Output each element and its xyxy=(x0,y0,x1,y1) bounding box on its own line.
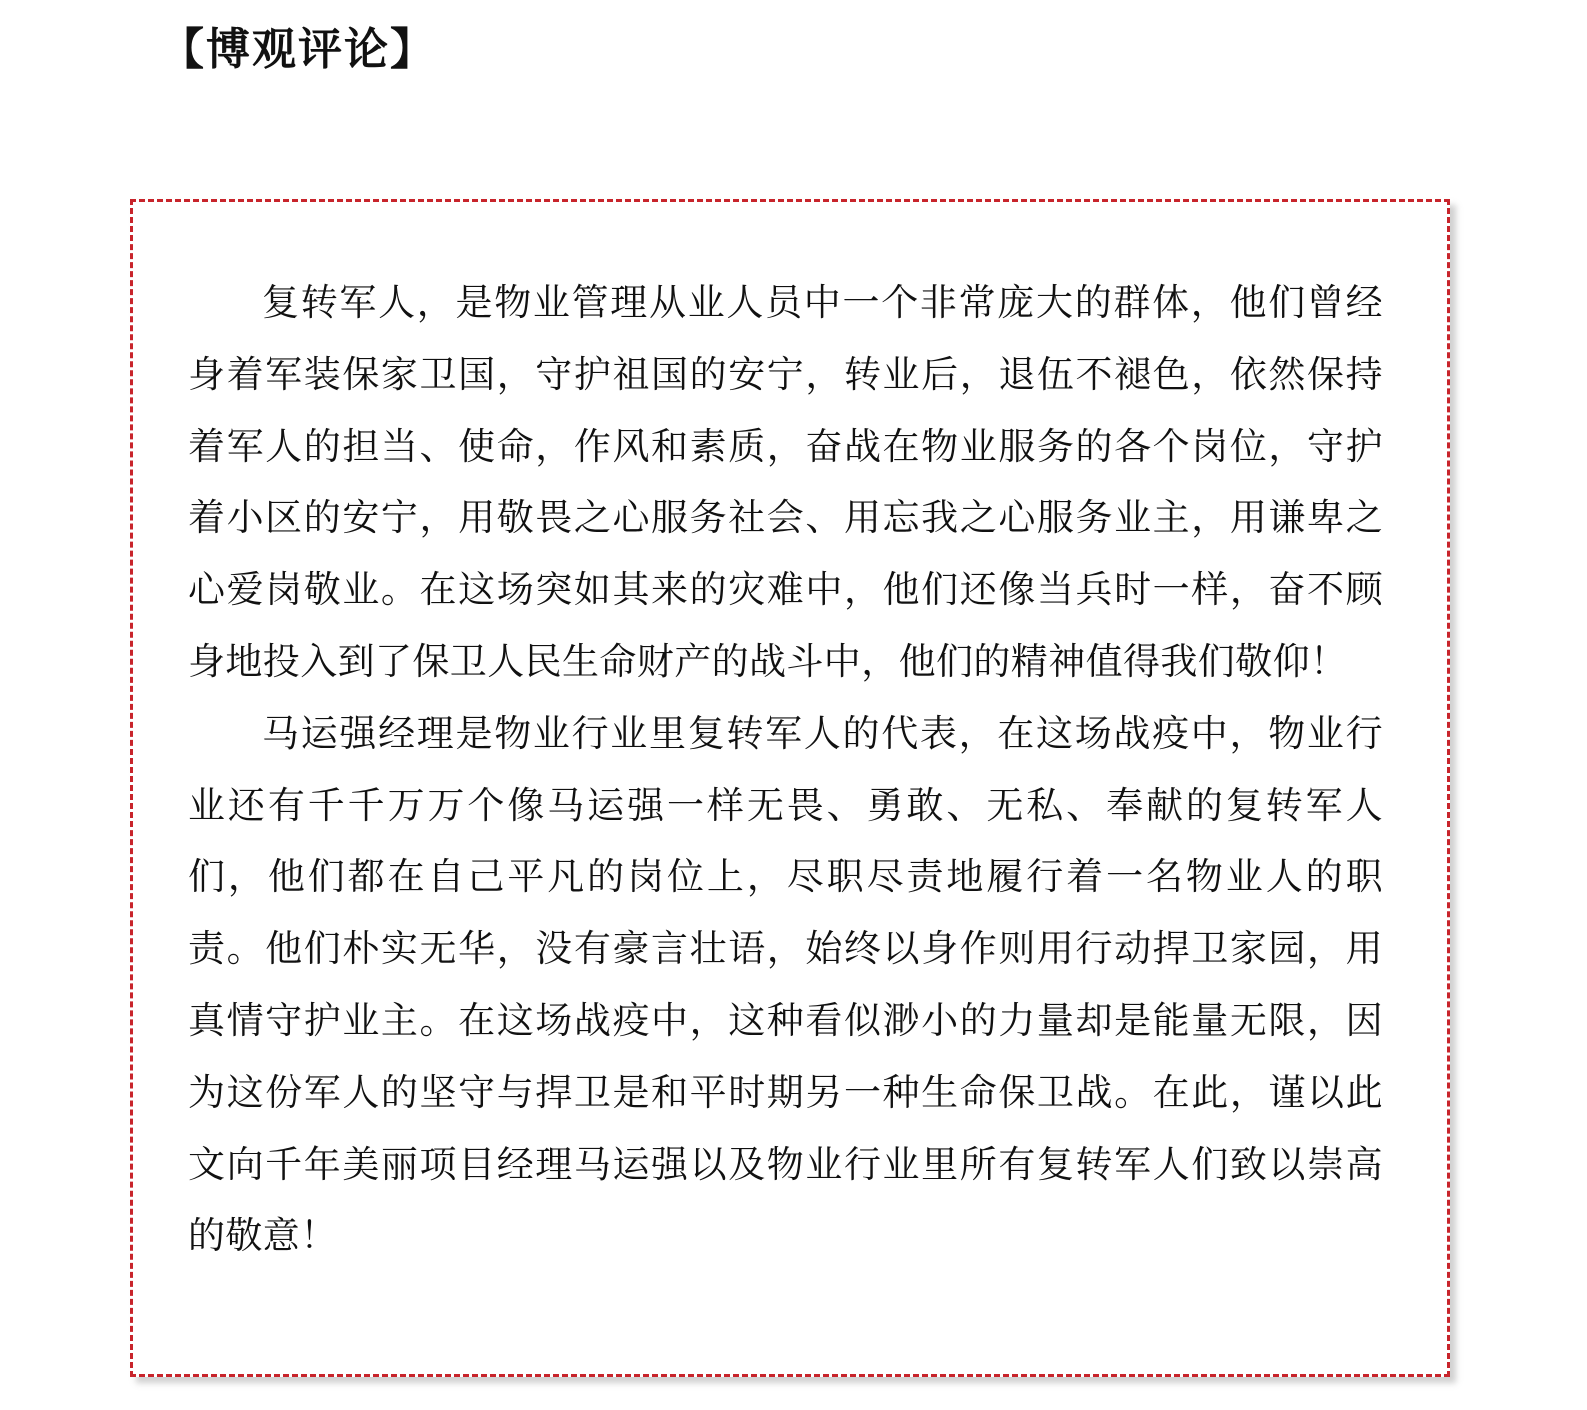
section-title: 【博观评论】 xyxy=(160,24,436,75)
comment-body xyxy=(188,267,1383,1272)
paragraph-2: 马运强经理是物业行业里复转军人的代表，在这场战疫中，物业行业还有千千万万个像马运强一样无畏、勇敢、无私、奉献的复转军人们，他们都在自己平凡的岗位上，尽职尽责地履行着一名物业人的职责。他们朴实无华，没有豪言壮语，始终以身作则用行动捍卫家园，用真情守护业主。在这场战疫中，这种看似渺小的力量却是能量无限，因为这份军人的坚守与捍卫是和平时期另一种生命保卫战。在此，谨以此文向千年美丽项目经理马运强以及物业行业里所有复转军人们致以崇高的敬意！ xyxy=(188,711,1383,1258)
comment-box xyxy=(130,199,1450,1377)
paragraph-1: 复转军人，是物业管理从业人员中一个非常庞大的群体，他们曾经身着军装保家卫国，守护祖国的安宁，转业后，退伍不褪色，依然保持着军人的担当、使命，作风和素质，奋战在物业服务的各个岗位，守护着小区的安宁，用敬畏之心服务社会、用忘我之心服务业主，用谦卑之心爱岗敬业。在这场突如其来的灾难中，他们还像当兵时一样，奋不顾身地投入到了保卫人民生命财产的战斗中，他们的精神值得我们敬仰！ xyxy=(188,281,1383,683)
